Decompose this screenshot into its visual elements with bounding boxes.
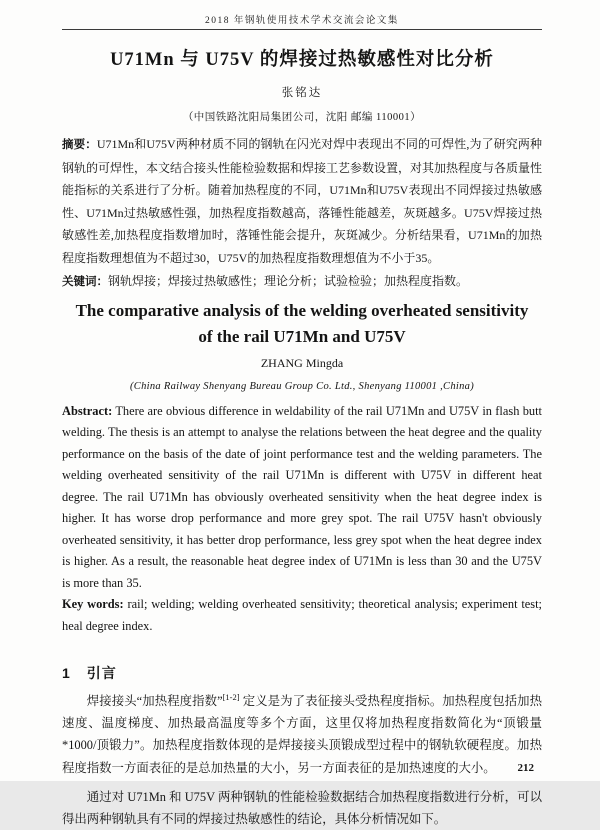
chinese-abstract-label: 摘要： xyxy=(62,139,97,151)
section-1-heading xyxy=(62,663,542,683)
english-abstract-text: There are obvious difference in weldability of the rail U71Mn and U75V in flash butt welding. The thesis is an attempt to analyse the relations between the heat degree and the quality performance on the basis of the date of joint performance test and the welding parameters. The welding overheated sensitivity of the rail U71Mn is different with U75V in different heat degree. The rail U71Mn has obviously overheated sensitivity when the heat degree index is higher. It has worse drop performance and more grey spot. The rail U75V hasn't obviously overheated sensitivity, it has better drop performance, less grey spot when the heat degree index is higher. As a result, the reasonable heat degree index of U71Mn is less than 30 and the U75V is more than 35. xyxy=(62,403,542,590)
section-1-number: 1 xyxy=(62,665,71,682)
para1-text-before-ref: 焊接接头“加热程度指数” xyxy=(86,694,223,709)
english-keywords xyxy=(62,594,542,637)
english-affiliation: (China Railway Shenyang Bureau Group Co. Ltd., Shenyang 110001 ,China) xyxy=(129,380,475,392)
citation-ref-1-2: [1-2] xyxy=(222,691,240,702)
chinese-affiliation: （中国铁路沈阳局集团公司，沈阳 邮编 110001） xyxy=(182,112,422,123)
chinese-keywords xyxy=(62,270,542,293)
section-1-paragraph-1 xyxy=(62,690,542,779)
english-author: ZHANG Mingda xyxy=(260,355,344,370)
para1-text-after-ref: 定义是为了表征接头受热程度指标。加热程度包括加热速度、温度梯度、加热最高温度等多个方面，这里仅将加热程度指数简化为“顶锻量*1000/顶锻力”。加热程度指数体现的是焊接接头顶锻成型过程中的钢轨软硬程度。加热程度指数一方面表征的是总加热量的大小，另一方面表征的是加热速度的大小。 xyxy=(62,694,542,775)
chinese-keywords-text: 钢轨焊接；焊接过热敏感性；理论分析；试验检验；加热程度指数。 xyxy=(108,273,469,288)
header-rule xyxy=(62,29,542,30)
chinese-abstract xyxy=(62,133,542,270)
chinese-abstract-text: U71Mn和U75V两种材质不同的钢轨在闪光对焊中表现出不同的可焊性,为了研究两种钢轨的可焊性，本文结合接头性能检验数据和焊接工艺参数设置，对其加热程度与各质量性能指标的关系进行了分析。随着加热程度的不同，U71Mn和U75V表现出不同焊接过热敏感性、U71Mn过热敏感性强，加热程度指数越高，落锤性能越差，灰斑越多。U75V焊接过热敏感性差,加热程度指数增加时，落锤性能会提升，灰斑减少。分析结果看，U71Mn的加热程度指数理想值为不超过30，U75V的加热程度指数理想值为不小于35。 xyxy=(62,137,543,265)
english-title xyxy=(62,298,542,350)
page-number: 212 xyxy=(517,762,534,774)
english-title-line2: of the rail U71Mn and U75V xyxy=(198,326,406,346)
chinese-title: U71Mn 与 U75V 的焊接过热敏感性对比分析 xyxy=(110,50,494,70)
chinese-keywords-label: 关键词： xyxy=(62,275,108,288)
english-title-line1: The comparative analysis of the welding overheated sensitivity xyxy=(75,300,529,320)
section-1-title: 引言 xyxy=(86,665,117,682)
chinese-author: 张铭达 xyxy=(281,87,323,99)
english-abstract xyxy=(62,401,542,595)
english-keywords-text: rail; welding; welding overheated sensitivity; theoretical analysis; experiment test; heal degree index. xyxy=(62,597,542,633)
running-head: 2018 年钢轨使用技术学术交流会论文集 xyxy=(205,16,399,26)
english-abstract-label: Abstract: xyxy=(62,403,113,418)
section-1-paragraph-2: 通过对 U71Mn 和 U75V 两种钢轨的性能检验数据结合加热程度指数进行分析，可以得出两种钢轨具有不同的焊接过热敏感性的结论，具体分析情况如下。 xyxy=(62,789,542,827)
english-keywords-label: Key words: xyxy=(62,597,124,612)
